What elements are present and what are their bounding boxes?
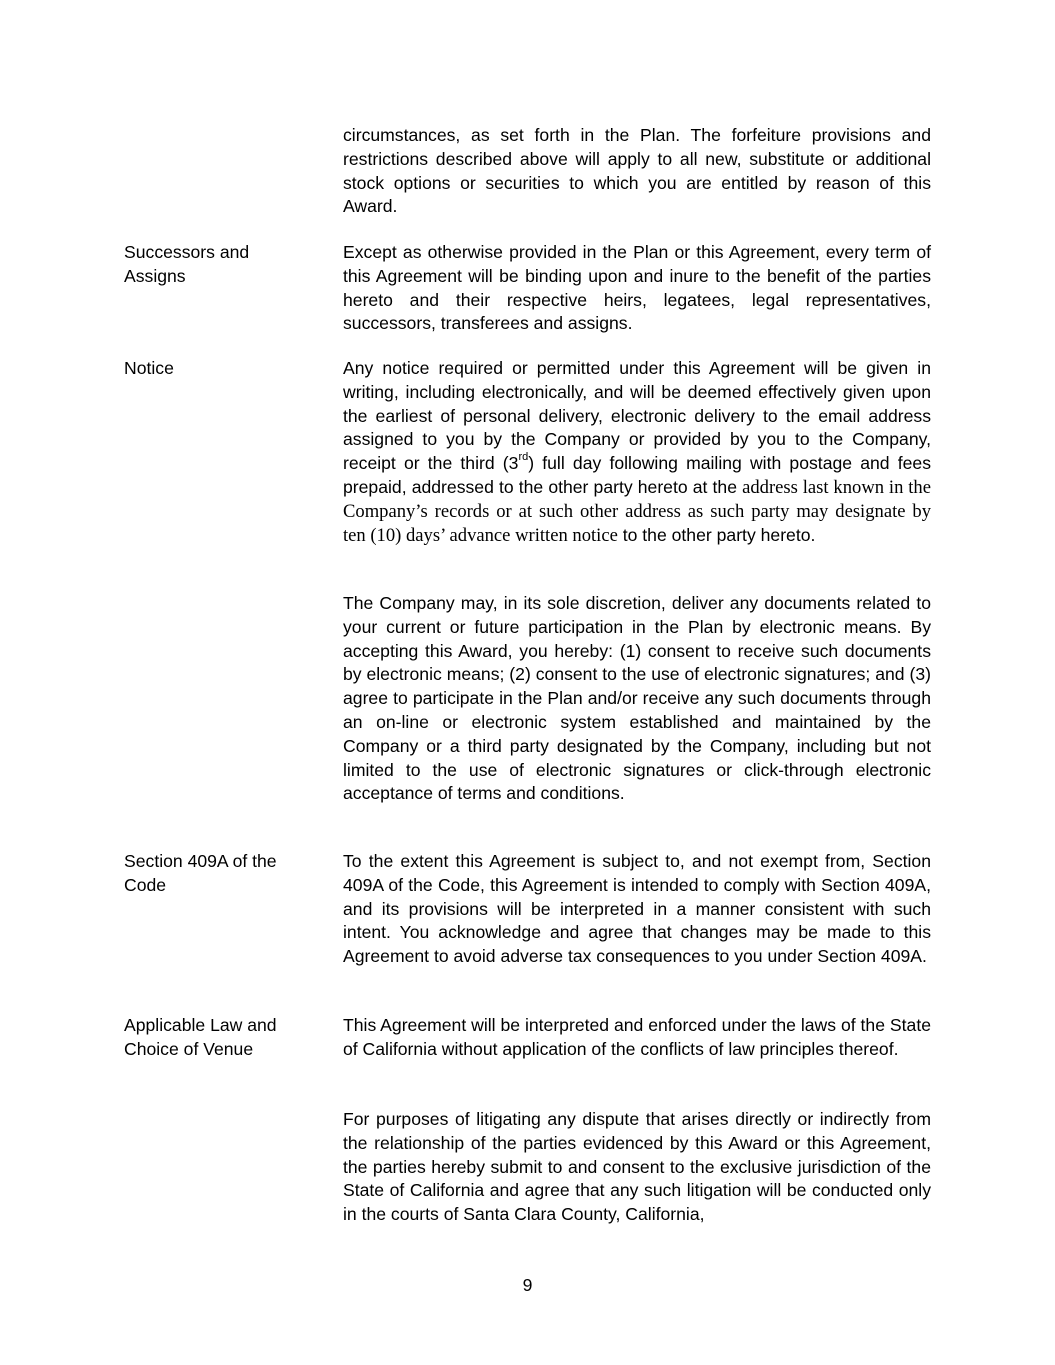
paragraph: To the extent this Agreement is subject to, and not exempt from, Section 409A of the Code, this Agreement is intended to comply with Section 409A, and its provisions will be interpreted in a manner consistent with such intent. You acknowledge and agree that changes may be made to this Agreement to avoid adverse tax consequences to you under Section 409A. [343, 851, 931, 967]
section-body [343, 1014, 931, 1062]
paragraph: Any notice required or permitted under this Agreement will be given in writing, including electronically, and will be deemed effectively given upon the earliest of personal delivery, electronic delivery to the email address assigned to you by the Company or provided by you to the Company, receipt or the third (3rd) full day following mailing with postage and fees prepaid, addressed to the other party hereto at the address last known in the Company’s records or at such other address as such party may designate by ten (10) days’ advance written notice to the other party hereto. [343, 358, 931, 546]
section-body [343, 1108, 931, 1227]
section-body [343, 357, 931, 547]
section-label: Applicable Law and Choice of Venue [124, 1015, 277, 1059]
section-body [343, 592, 931, 806]
paragraph: The Company may, in its sole discretion, deliver any documents related to your current or future participation in the Plan by electronic means. By accepting this Award, you hereby: (1) consent to receive such documents by electronic means; (2) consent to the use of electronic signatures; and (3) agree to participate in the Plan and/or receive any such documents through an on-line or electronic system established and maintained by the Company or a third party designated by the Company, including but not limited to the use of electronic signatures or click-through electronic acceptance of terms and conditions. [343, 593, 931, 804]
paragraph: Except as otherwise provided in the Plan or this Agreement, every term of this Agreement will be binding upon and inure to the benefit of the parties hereto and their respective heirs, legatees, legal representatives, successors, transferees and assigns. [343, 242, 931, 334]
continuation-paragraph [343, 124, 931, 219]
section-body [343, 241, 931, 336]
section-body [343, 850, 931, 969]
section-label: Notice [124, 358, 174, 378]
page-number: 9 [522, 1275, 533, 1295]
paragraph: circumstances, as set forth in the Plan. The forfeiture provisions and restrictions described above will apply to all new, substitute or additional stock options or securities to which you are entitled by reason of this Award. [343, 125, 931, 217]
superscript: rd [518, 451, 529, 464]
paragraph: This Agreement will be interpreted and enforced under the laws of the State of California without application of the conflicts of law principles thereof. [343, 1015, 931, 1059]
section-label: Section 409A of the Code [124, 851, 277, 895]
paragraph: For purposes of litigating any dispute that arises directly or indirectly from the relationship of the parties evidenced by this Award or this Agreement, the parties hereby submit to and consent to the exclusive jurisdiction of the State of California and agree that any such litigation will be conducted only in the courts of Santa Clara County, California, [343, 1109, 931, 1225]
section-label: Successors and Assigns [124, 242, 250, 286]
